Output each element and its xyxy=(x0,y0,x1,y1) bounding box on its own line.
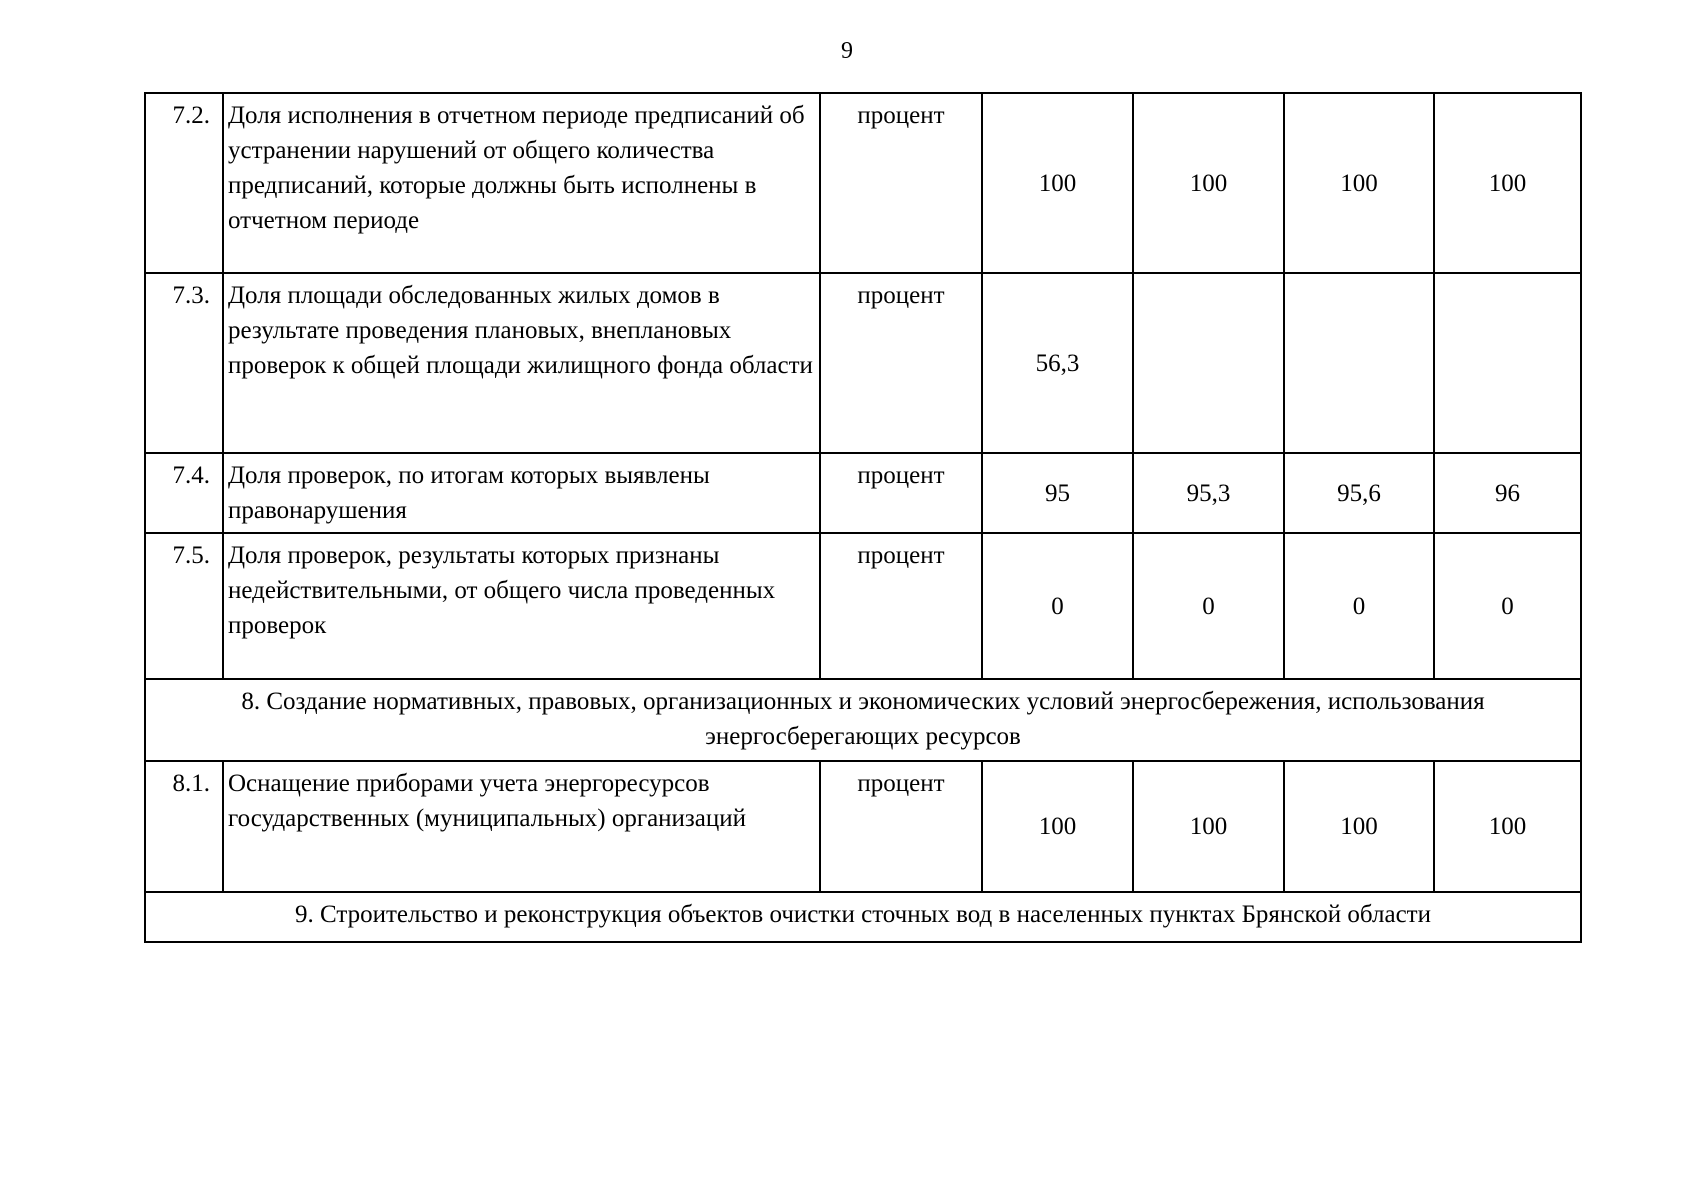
value-cell: 0 xyxy=(982,533,1133,679)
indicator-name: Доля исполнения в отчетном периоде предписаний об устранении нарушений от общего количества предписаний, которые должны быть исполнены в отчетном периоде xyxy=(223,93,820,273)
value-cell: 95 xyxy=(982,453,1133,533)
row-number: 7.3. xyxy=(145,273,223,453)
row-number: 7.2. xyxy=(145,93,223,273)
value-cell: 100 xyxy=(1133,761,1284,892)
page-number: 9 xyxy=(841,38,853,64)
indicator-name: Доля площади обследованных жилых домов в результате проведения плановых, внеплановых проверок к общей площади жилищного фонда области xyxy=(223,273,820,453)
value-cell: 100 xyxy=(982,761,1133,892)
value-cell: 100 xyxy=(1434,93,1581,273)
value-cell xyxy=(1434,273,1581,453)
unit-cell: процент xyxy=(820,761,982,892)
value-cell: 95,6 xyxy=(1284,453,1434,533)
table-row-8-1 xyxy=(145,761,1581,892)
table-row-7-3 xyxy=(145,273,1581,453)
row-number: 7.4. xyxy=(145,453,223,533)
unit-cell: процент xyxy=(820,273,982,453)
section-title: 8. Создание нормативных, правовых, организационных и экономических условий энергосбережения, использования энергосберегающих ресурсов xyxy=(145,679,1581,761)
value-cell: 100 xyxy=(1284,93,1434,273)
row-number: 8.1. xyxy=(145,761,223,892)
unit-cell: процент xyxy=(820,453,982,533)
indicator-name: Доля проверок, по итогам которых выявлены правонарушения xyxy=(223,453,820,533)
value-cell: 100 xyxy=(1434,761,1581,892)
section-header-8 xyxy=(145,679,1581,761)
value-cell: 0 xyxy=(1133,533,1284,679)
indicator-name: Оснащение приборами учета энергоресурсов государственных (муниципальных) организаций xyxy=(223,761,820,892)
value-cell: 100 xyxy=(1284,761,1434,892)
value-cell xyxy=(1133,273,1284,453)
unit-cell: процент xyxy=(820,533,982,679)
section-title: 9. Строительство и реконструкция объектов очистки сточных вод в населенных пунктах Брянской области xyxy=(145,892,1581,942)
value-cell xyxy=(1284,273,1434,453)
value-cell: 100 xyxy=(1133,93,1284,273)
table-row-7-4 xyxy=(145,453,1581,533)
indicators-table xyxy=(144,92,1582,943)
row-number: 7.5. xyxy=(145,533,223,679)
indicator-name: Доля проверок, результаты которых признаны недействительными, от общего числа проведенных проверок xyxy=(223,533,820,679)
value-cell: 56,3 xyxy=(982,273,1133,453)
table-row-7-5 xyxy=(145,533,1581,679)
table-row-7-2 xyxy=(145,93,1581,273)
unit-cell: процент xyxy=(820,93,982,273)
value-cell: 95,3 xyxy=(1133,453,1284,533)
value-cell: 0 xyxy=(1434,533,1581,679)
value-cell: 0 xyxy=(1284,533,1434,679)
section-header-9 xyxy=(145,892,1581,942)
value-cell: 100 xyxy=(982,93,1133,273)
value-cell: 96 xyxy=(1434,453,1581,533)
